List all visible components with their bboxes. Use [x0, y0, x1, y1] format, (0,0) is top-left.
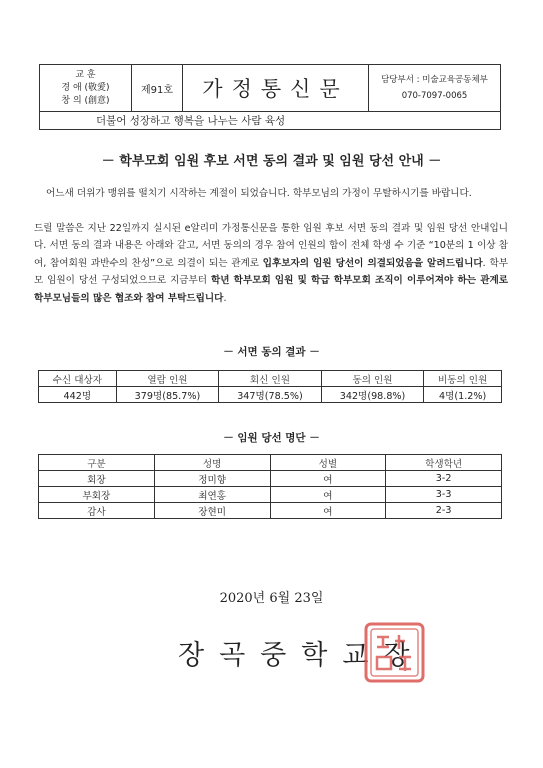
consent-result-table	[38, 370, 502, 403]
body-bold-1: 입후보자의 임원 당선이 의결되었음을 알려드립니다	[262, 257, 483, 269]
header-cell: 비동의 인원	[424, 371, 502, 387]
document-title: － 학부모회 임원 후보 서면 동의 결과 및 임원 당선 안내 －	[101, 154, 442, 169]
header-cell: 성별	[270, 455, 386, 471]
header-cell: 회신 인원	[219, 371, 322, 387]
body-text-2: . 학부모 임원이 당선 구성되었으므로 지금부터	[34, 257, 508, 287]
section-title-consent-result: － 서면 동의 결과 －	[223, 346, 320, 358]
table-row	[39, 471, 502, 487]
table-cell: 부회장	[39, 487, 155, 503]
table-cell: 여	[270, 471, 386, 487]
table-cell: 442명	[39, 387, 117, 403]
table-cell: 3-2	[386, 471, 502, 487]
phone-number: 070-7097-0065	[401, 91, 468, 101]
header-cell: 구분	[39, 455, 155, 471]
table-cell: 회장	[39, 471, 155, 487]
department: 담당부서 : 미술교육공동체부	[381, 75, 488, 85]
contact-info	[369, 65, 500, 111]
body-bold-2: 학년 학부모회 임원 및 학급 학부모회 조직이 이루어져야 하는 관계로 학부모님들의 많은 협조와 참여 부탁드립니다	[34, 275, 509, 304]
header-cell: 학생학년	[386, 455, 502, 471]
table-cell: 2-3	[386, 503, 502, 519]
table-cell: 여	[270, 503, 386, 519]
header-cell: 동의 인원	[321, 371, 424, 387]
intro-paragraph: 어느새 더위가 맹위를 떨치기 시작하는 계절이 되었습니다. 학부모님의 가정이 무탈하시기를 바랍니다.	[46, 188, 472, 199]
table-row	[39, 487, 502, 503]
table-cell: 4명(1.2%)	[424, 387, 502, 403]
issue-number: 제91호	[132, 65, 183, 111]
newsletter-title: 가정통신문	[183, 65, 369, 111]
officers-table	[38, 454, 502, 519]
table-header-row	[39, 371, 502, 387]
section-title-officers: － 임원 당선 명단 －	[223, 432, 320, 444]
table-cell: 3-3	[386, 487, 502, 503]
motto-label: 교 훈	[75, 69, 96, 80]
table-row	[39, 387, 502, 403]
body-text-1: 드릴 말씀은 지난 22일까지 실시된 e알리미 가정통신문을 통한 임원 후보 서면 동의 결과 및 임원 당선 안내입니다. 서면 동의 결과 내용은 아래와 같고, 서면 동의의 경우 참여 인원의 합이 전체 학생 수 기준 “10분의 1 이상 참여, 참여회원 과반수의 찬성”으로 의결이 되는 관계로	[34, 223, 508, 269]
body-text-3: .	[223, 292, 227, 304]
header-cell: 열람 인원	[116, 371, 219, 387]
table-row	[39, 503, 502, 519]
table-cell: 최연홍	[154, 487, 270, 503]
table-cell: 감사	[39, 503, 155, 519]
table-cell: 342명(98.8%)	[321, 387, 424, 403]
issue-date: 2020년 6월 23일	[219, 591, 324, 606]
table-cell: 장현미	[154, 503, 270, 519]
table-header-row	[39, 455, 502, 471]
motto-line-2: 창 의 (創意)	[61, 95, 110, 106]
school-motto	[40, 65, 132, 111]
official-seal-icon	[363, 621, 426, 684]
table-cell: 정미향	[154, 471, 270, 487]
table-cell: 379명(85.7%)	[116, 387, 219, 403]
school-slogan: 더불어 성장하고 행복을 나누는 사람 육성	[39, 112, 501, 130]
header-cell: 성명	[154, 455, 270, 471]
header-cell: 수신 대상자	[39, 371, 117, 387]
body-paragraph	[34, 220, 508, 307]
newsletter-header	[39, 64, 501, 112]
principal-signature: 장곡중학교장	[178, 640, 425, 671]
table-cell: 여	[270, 487, 386, 503]
motto-line-1: 경 애 (敬愛)	[61, 82, 110, 93]
table-cell: 347명(78.5%)	[219, 387, 322, 403]
